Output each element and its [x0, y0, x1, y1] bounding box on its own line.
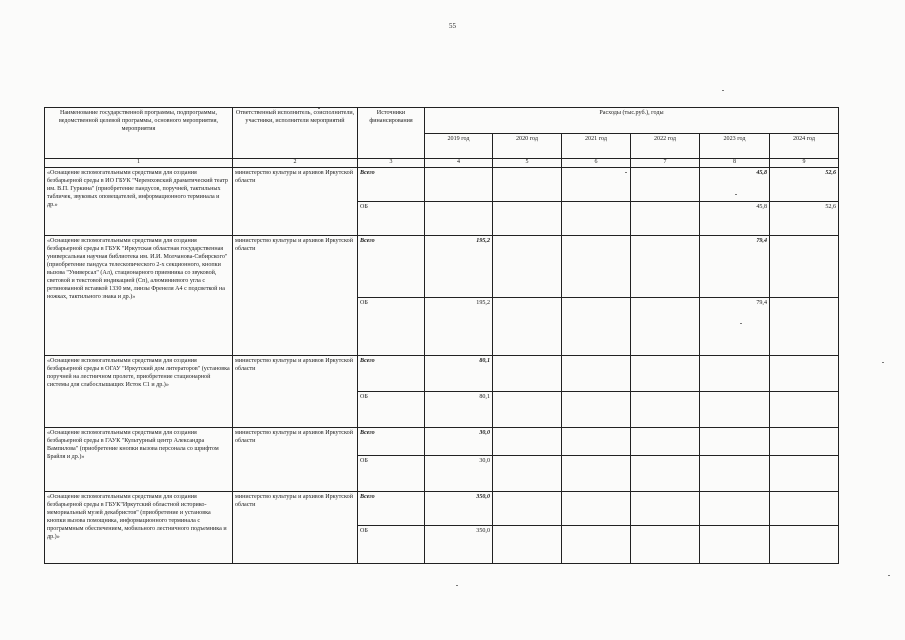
activity-executor: министерство культуры и архивов Иркутской области: [233, 428, 358, 492]
ob-value: [770, 298, 839, 356]
total-value: [562, 428, 631, 456]
total-value: [700, 356, 770, 392]
scan-speck: [456, 585, 458, 586]
total-value: 195,2: [425, 236, 493, 298]
total-value: [631, 356, 700, 392]
total-value: [562, 492, 631, 526]
ob-value: 80,1: [425, 392, 493, 428]
ob-value: [562, 526, 631, 564]
total-value: 80,1: [425, 356, 493, 392]
column-number: 4: [425, 159, 493, 168]
total-value: [631, 492, 700, 526]
total-value: [770, 356, 839, 392]
column-number: 8: [700, 159, 770, 168]
source-total-label: Всего: [360, 170, 375, 176]
ob-value: [631, 456, 700, 492]
ob-value: [425, 202, 493, 236]
source-total-cell: [358, 236, 425, 298]
ob-value: [562, 298, 631, 356]
total-value: [631, 428, 700, 456]
activity-executor: министерство культуры и архивов Иркутской области: [233, 236, 358, 356]
ob-value: [770, 526, 839, 564]
table-row: [45, 492, 839, 526]
table-row: [45, 356, 839, 392]
ob-value: [700, 456, 770, 492]
scan-speck: [888, 575, 890, 576]
activity-executor: министерство культуры и архивов Иркутской области: [233, 356, 358, 428]
total-value: [562, 236, 631, 298]
source-total-cell: [358, 428, 425, 456]
scan-speck: [882, 362, 884, 363]
table-row: [45, 236, 839, 298]
header-expenses: Расходы (тыс.руб.), годы: [425, 108, 839, 134]
total-value: 52,6: [770, 168, 839, 202]
column-number: 9: [770, 159, 839, 168]
table-row: [45, 428, 839, 456]
activity-executor: министерство культуры и архивов Иркутской области: [233, 168, 358, 236]
column-number: 3: [358, 159, 425, 168]
total-value: 30,0: [425, 428, 493, 456]
total-value: [562, 168, 631, 202]
total-value: [700, 492, 770, 526]
total-value: [770, 492, 839, 526]
column-number: 1: [45, 159, 233, 168]
ob-value: [562, 456, 631, 492]
ob-value: [770, 392, 839, 428]
total-value: 79,4: [700, 236, 770, 298]
column-number: 6: [562, 159, 631, 168]
activity-name: «Оснащение вспомогательными средствами для создания безбарьерной среды в ИО ГБУК "Черемховский драматический театр им. В.П. Гуркина" (приобретение пандусов, поручней, тактильных табличек, звуковых оповещателей, информационного терминала и др.»: [45, 168, 233, 236]
source-total-label: Всего: [360, 238, 375, 244]
ob-value: [631, 298, 700, 356]
page-number: 55: [449, 22, 456, 30]
source-ob-label: ОБ: [358, 526, 425, 564]
ob-value: [493, 456, 562, 492]
scan-speck: [735, 194, 737, 195]
ob-value: [700, 526, 770, 564]
header-funding-source: Источники финансирования: [358, 108, 425, 159]
activity-name: «Оснащение вспомогательными средствами для создания безбарьерной среды в ОГАУ "Иркутский дом литераторов" (установка поручней на лестничном пролете, приобретение стационарной системы для слабослышащих Исток С1 и др.)»: [45, 356, 233, 428]
ob-value: [700, 392, 770, 428]
source-total-label: Всего: [360, 430, 375, 436]
ob-value: [631, 526, 700, 564]
ob-value: 350,0: [425, 526, 493, 564]
total-value: 350,0: [425, 492, 493, 526]
header-year-2022: 2022 год: [631, 134, 700, 159]
ob-value: [770, 456, 839, 492]
scan-speck: [740, 323, 742, 324]
ob-value: [493, 392, 562, 428]
ob-value: 52,6: [770, 202, 839, 236]
total-value: [631, 168, 700, 202]
total-value: [770, 428, 839, 456]
header-year-2021: 2021 год: [562, 134, 631, 159]
column-number: 2: [233, 159, 358, 168]
source-total-label: Всего: [360, 358, 375, 364]
header-year-2019: 2019 год: [425, 134, 493, 159]
ob-value: 30,0: [425, 456, 493, 492]
total-value: [493, 236, 562, 298]
activity-name: «Оснащение вспомогательными средствами для создания безбарьерной среды в ГБУК"Иркутский областной историко-мемориальный музей декабристов" (приобретение и установка кнопки вызова помощника, информационного терминала с программным обеспечением, мобильного лестничного подъемника и др.)»: [45, 492, 233, 564]
activity-name: «Оснащение вспомогательными средствами для создания безбарьерной среды в ГБУК "Иркутская областная государственная универсальная научная библиотека им. И.И. Молчанова-Сибирского" (приобретение пандуса телескопического 2-х секционного, кнопки вызова "Универсал" (Ал), стационарного приемника со звуковой, световой и текстовой индикацией (Сп), алюминиевого угла с ретинованной вставкой 1330 мм, линзы Френеля А4 с подсветкой на ножках, тактильного знака и др.)»: [45, 236, 233, 356]
ob-value: [493, 202, 562, 236]
column-number: 7: [631, 159, 700, 168]
source-ob-label: ОБ: [358, 298, 425, 356]
header-year-2020: 2020 год: [493, 134, 562, 159]
ob-value: [631, 202, 700, 236]
ob-value: 45,8: [700, 202, 770, 236]
header-year-2024: 2024 год: [770, 134, 839, 159]
source-total-cell: [358, 492, 425, 526]
column-number: 5: [493, 159, 562, 168]
activity-name: «Оснащение вспомогательными средствами для создания безбарьерной среды в ГАУК "Культурный центр Александра Вампилова" (приобретение кнопки вызова персонала со шрифтом Брайля и др.)»: [45, 428, 233, 492]
activity-executor: министерство культуры и архивов Иркутской области: [233, 492, 358, 564]
total-value: [425, 168, 493, 202]
total-value: [700, 428, 770, 456]
source-total-cell: [358, 356, 425, 392]
scan-speck: [722, 90, 724, 91]
ob-value: [631, 392, 700, 428]
ob-value: 195,2: [425, 298, 493, 356]
source-total-label: Всего: [360, 494, 375, 500]
total-value: [493, 492, 562, 526]
scan-speck: [318, 108, 320, 109]
total-value: [770, 236, 839, 298]
scan-speck: [625, 172, 627, 173]
ob-value: [562, 392, 631, 428]
ob-value: [562, 202, 631, 236]
total-value: [493, 428, 562, 456]
total-value: [493, 356, 562, 392]
ob-value: [493, 298, 562, 356]
header-year-2023: 2023 год: [700, 134, 770, 159]
budget-table: [44, 107, 839, 564]
total-value: [493, 168, 562, 202]
total-value: [562, 356, 631, 392]
header-executor: Ответственный исполнитель, соисполнители, участники, исполнители мероприятий: [233, 108, 358, 159]
total-value: [631, 236, 700, 298]
source-ob-label: ОБ: [358, 392, 425, 428]
source-ob-label: ОБ: [358, 202, 425, 236]
ob-value: [493, 526, 562, 564]
ob-value: 79,4: [700, 298, 770, 356]
source-total-cell: [358, 168, 425, 202]
header-program-name: Наименование государственной программы, подпрограммы, ведомственной целевой программы, основного мероприятия, мероприятия: [45, 108, 233, 159]
source-ob-label: ОБ: [358, 456, 425, 492]
total-value: 45,8: [700, 168, 770, 202]
table-row: [45, 168, 839, 202]
